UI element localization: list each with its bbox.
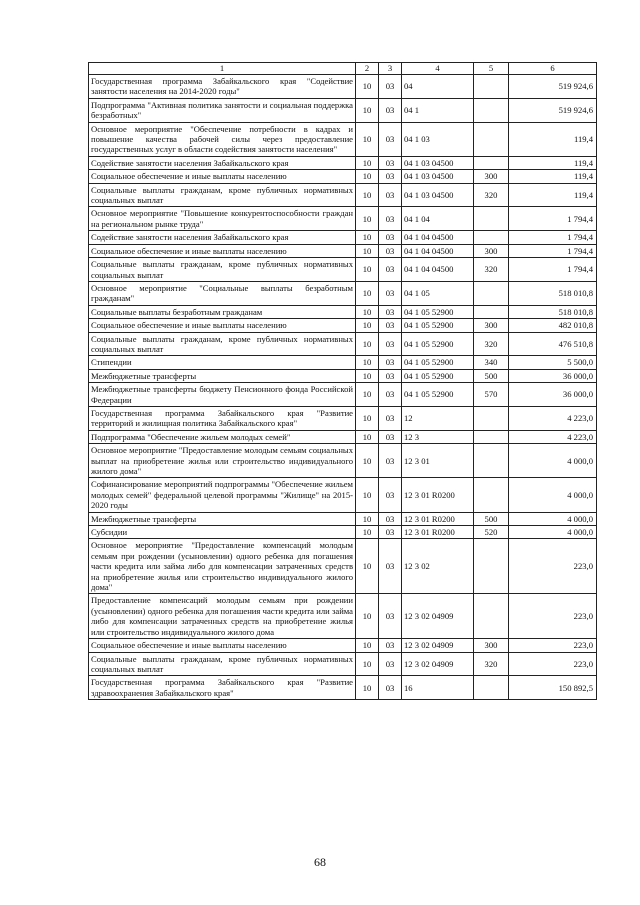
table-row <box>89 207 597 231</box>
pr-cell: 03 <box>379 305 402 318</box>
row-name-cell: Социальное обеспечение и иные выплаты населению <box>89 319 356 332</box>
csr-cell: 12 3 01 R0200 <box>402 478 474 512</box>
row-name-cell: Социальные выплаты гражданам, кроме публичных нормативных социальных выплат <box>89 332 356 356</box>
vr-cell: 500 <box>474 369 509 382</box>
amount-cell: 119,4 <box>509 183 597 207</box>
amount-cell: 519 924,6 <box>509 75 597 99</box>
csr-cell: 12 3 02 04909 <box>402 639 474 652</box>
vr-cell <box>474 281 509 305</box>
csr-cell: 04 1 03 04500 <box>402 170 474 183</box>
row-name-cell: Основное мероприятие "Обеспечение потребности в кадрах и повышение качества рабочей силы через предоставление государственных услуг в области содействия занятости населения" <box>89 122 356 156</box>
table-row <box>89 156 597 169</box>
row-name-cell: Содействие занятости населения Забайкальского края <box>89 156 356 169</box>
vr-cell: 340 <box>474 356 509 369</box>
pr-cell: 03 <box>379 281 402 305</box>
amount-cell: 518 010,8 <box>509 281 597 305</box>
table-row <box>89 244 597 257</box>
amount-cell: 518 010,8 <box>509 305 597 318</box>
vr-cell <box>474 676 509 700</box>
pr-cell: 03 <box>379 258 402 282</box>
row-name-cell: Основное мероприятие "Предоставление компенсаций молодым семьям при рождении (усыновлении) одного ребенка для погашения части кредита или займа либо для компенсации затраченных средств на приобретение жилья или строительство индивидуального жилого дома" <box>89 539 356 594</box>
vr-cell <box>474 122 509 156</box>
row-name-cell: Государственная программа Забайкальского края "Содействие занятости населения на 2014-2020 годы" <box>89 75 356 99</box>
row-name-cell: Межбюджетные трансферты бюджету Пенсионного фонда Российской Федерации <box>89 383 356 407</box>
csr-cell: 12 3 01 R0200 <box>402 526 474 539</box>
vr-cell <box>474 430 509 443</box>
rz-cell: 10 <box>356 652 379 676</box>
rz-cell: 10 <box>356 207 379 231</box>
pr-cell: 03 <box>379 231 402 244</box>
amount-cell: 5 500,0 <box>509 356 597 369</box>
csr-cell: 04 1 05 52900 <box>402 332 474 356</box>
table-row <box>89 332 597 356</box>
csr-cell: 12 <box>402 406 474 430</box>
vr-cell: 300 <box>474 170 509 183</box>
amount-cell: 4 000,0 <box>509 512 597 525</box>
pr-cell: 03 <box>379 652 402 676</box>
vr-cell: 320 <box>474 652 509 676</box>
csr-cell: 04 1 04 04500 <box>402 258 474 282</box>
vr-cell: 570 <box>474 383 509 407</box>
csr-cell: 04 1 04 <box>402 207 474 231</box>
row-name-cell: Предоставление компенсаций молодым семьям при рождении (усыновлении) одного ребенка для погашения части кредита или займа либо для компенсации затраченных средств на приобретение жилья или строительство индивидуального жилого дома <box>89 594 356 639</box>
amount-cell: 1 794,4 <box>509 244 597 257</box>
amount-cell: 119,4 <box>509 122 597 156</box>
csr-cell: 12 3 02 04909 <box>402 594 474 639</box>
rz-cell: 10 <box>356 305 379 318</box>
csr-cell: 04 1 05 52900 <box>402 356 474 369</box>
csr-cell: 04 1 03 04500 <box>402 156 474 169</box>
rz-cell: 10 <box>356 639 379 652</box>
table-row <box>89 122 597 156</box>
row-name-cell: Социальные выплаты гражданам, кроме публичных нормативных социальных выплат <box>89 652 356 676</box>
rz-cell: 10 <box>356 444 379 478</box>
amount-cell: 4 000,0 <box>509 526 597 539</box>
vr-cell <box>474 444 509 478</box>
pr-cell: 03 <box>379 319 402 332</box>
vr-cell <box>474 75 509 99</box>
header-cell: 6 <box>509 63 597 75</box>
pr-cell: 03 <box>379 594 402 639</box>
rz-cell: 10 <box>356 231 379 244</box>
csr-cell: 04 1 05 52900 <box>402 305 474 318</box>
amount-cell: 1 794,4 <box>509 207 597 231</box>
table-row <box>89 305 597 318</box>
amount-cell: 519 924,6 <box>509 98 597 122</box>
row-name-cell: Социальное обеспечение и иные выплаты населению <box>89 244 356 257</box>
pr-cell: 03 <box>379 539 402 594</box>
csr-cell: 12 3 02 04909 <box>402 652 474 676</box>
table-row <box>89 676 597 700</box>
row-name-cell: Межбюджетные трансферты <box>89 369 356 382</box>
pr-cell: 03 <box>379 356 402 369</box>
table-row <box>89 183 597 207</box>
csr-cell: 16 <box>402 676 474 700</box>
table-row <box>89 639 597 652</box>
rz-cell: 10 <box>356 319 379 332</box>
csr-cell: 04 1 03 <box>402 122 474 156</box>
row-name-cell: Основное мероприятие "Социальные выплаты безработным гражданам" <box>89 281 356 305</box>
row-name-cell: Межбюджетные трансферты <box>89 512 356 525</box>
amount-cell: 223,0 <box>509 594 597 639</box>
vr-cell: 520 <box>474 526 509 539</box>
table-row <box>89 444 597 478</box>
amount-cell: 223,0 <box>509 652 597 676</box>
table-row <box>89 478 597 512</box>
table-row <box>89 406 597 430</box>
table-row <box>89 356 597 369</box>
row-name-cell: Софинансирование мероприятий подпрограммы "Обеспечение жильем молодых семей" федеральной целевой программы "Жилище" на 2015-2020 годы <box>89 478 356 512</box>
table-row <box>89 319 597 332</box>
table-row <box>89 526 597 539</box>
row-name-cell: Подпрограмма "Обеспечение жильем молодых семей" <box>89 430 356 443</box>
csr-cell: 12 3 <box>402 430 474 443</box>
row-name-cell: Государственная программа Забайкальского края "Развитие территорий и жилищная политика Забайкальского края" <box>89 406 356 430</box>
pr-cell: 03 <box>379 444 402 478</box>
csr-cell: 04 <box>402 75 474 99</box>
pr-cell: 03 <box>379 512 402 525</box>
amount-cell: 4 223,0 <box>509 406 597 430</box>
budget-table <box>88 62 597 700</box>
row-name-cell: Социальное обеспечение и иные выплаты населению <box>89 639 356 652</box>
rz-cell: 10 <box>356 539 379 594</box>
rz-cell: 10 <box>356 526 379 539</box>
row-name-cell: Субсидии <box>89 526 356 539</box>
table-row <box>89 369 597 382</box>
vr-cell: 500 <box>474 512 509 525</box>
amount-cell: 150 892,5 <box>509 676 597 700</box>
csr-cell: 04 1 <box>402 98 474 122</box>
row-name-cell: Социальные выплаты гражданам, кроме публичных нормативных социальных выплат <box>89 183 356 207</box>
table-row <box>89 512 597 525</box>
table-row <box>89 430 597 443</box>
table-row <box>89 594 597 639</box>
header-cell: 4 <box>402 63 474 75</box>
amount-cell: 223,0 <box>509 639 597 652</box>
row-name-cell: Социальные выплаты безработным гражданам <box>89 305 356 318</box>
pr-cell: 03 <box>379 406 402 430</box>
amount-cell: 482 010,8 <box>509 319 597 332</box>
rz-cell: 10 <box>356 478 379 512</box>
row-name-cell: Содействие занятости населения Забайкальского края <box>89 231 356 244</box>
header-row <box>89 63 597 75</box>
amount-cell: 4 000,0 <box>509 444 597 478</box>
rz-cell: 10 <box>356 430 379 443</box>
rz-cell: 10 <box>356 406 379 430</box>
row-name-cell: Основное мероприятие "Предоставление молодым семьям социальных выплат на приобретение жилья или строительство индивидуального жилого дома" <box>89 444 356 478</box>
header-cell: 1 <box>89 63 356 75</box>
pr-cell: 03 <box>379 430 402 443</box>
row-name-cell: Социальные выплаты гражданам, кроме публичных нормативных социальных выплат <box>89 258 356 282</box>
csr-cell: 04 1 04 04500 <box>402 231 474 244</box>
amount-cell: 4 223,0 <box>509 430 597 443</box>
vr-cell <box>474 156 509 169</box>
table-row <box>89 281 597 305</box>
rz-cell: 10 <box>356 281 379 305</box>
table-row <box>89 98 597 122</box>
pr-cell: 03 <box>379 332 402 356</box>
budget-table-sheet <box>88 62 596 700</box>
table-row <box>89 75 597 99</box>
vr-cell: 300 <box>474 639 509 652</box>
rz-cell: 10 <box>356 75 379 99</box>
pr-cell: 03 <box>379 383 402 407</box>
row-name-cell: Основное мероприятие "Повышение конкурентоспособности граждан на региональном рынке труда" <box>89 207 356 231</box>
vr-cell: 300 <box>474 244 509 257</box>
csr-cell: 12 3 02 <box>402 539 474 594</box>
amount-cell: 36 000,0 <box>509 369 597 382</box>
table-row <box>89 170 597 183</box>
vr-cell <box>474 539 509 594</box>
rz-cell: 10 <box>356 156 379 169</box>
vr-cell <box>474 231 509 244</box>
csr-cell: 04 1 05 52900 <box>402 319 474 332</box>
page-number: 68 <box>314 855 326 869</box>
csr-cell: 12 3 01 <box>402 444 474 478</box>
amount-cell: 4 000,0 <box>509 478 597 512</box>
pr-cell: 03 <box>379 183 402 207</box>
pr-cell: 03 <box>379 98 402 122</box>
vr-cell <box>474 594 509 639</box>
pr-cell: 03 <box>379 75 402 99</box>
rz-cell: 10 <box>356 676 379 700</box>
vr-cell: 320 <box>474 332 509 356</box>
pr-cell: 03 <box>379 369 402 382</box>
rz-cell: 10 <box>356 183 379 207</box>
table-row <box>89 383 597 407</box>
amount-cell: 119,4 <box>509 156 597 169</box>
pr-cell: 03 <box>379 676 402 700</box>
vr-cell: 300 <box>474 319 509 332</box>
header-cell: 2 <box>356 63 379 75</box>
rz-cell: 10 <box>356 356 379 369</box>
rz-cell: 10 <box>356 332 379 356</box>
rz-cell: 10 <box>356 170 379 183</box>
rz-cell: 10 <box>356 258 379 282</box>
row-name-cell: Стипендии <box>89 356 356 369</box>
csr-cell: 04 1 03 04500 <box>402 183 474 207</box>
table-row <box>89 539 597 594</box>
table-row <box>89 652 597 676</box>
amount-cell: 36 000,0 <box>509 383 597 407</box>
amount-cell: 1 794,4 <box>509 231 597 244</box>
rz-cell: 10 <box>356 594 379 639</box>
pr-cell: 03 <box>379 207 402 231</box>
amount-cell: 223,0 <box>509 539 597 594</box>
vr-cell: 320 <box>474 183 509 207</box>
vr-cell <box>474 406 509 430</box>
pr-cell: 03 <box>379 526 402 539</box>
csr-cell: 04 1 05 52900 <box>402 369 474 382</box>
amount-cell: 119,4 <box>509 170 597 183</box>
vr-cell <box>474 305 509 318</box>
vr-cell <box>474 98 509 122</box>
table-body <box>89 75 597 700</box>
amount-cell: 1 794,4 <box>509 258 597 282</box>
pr-cell: 03 <box>379 170 402 183</box>
csr-cell: 04 1 05 52900 <box>402 383 474 407</box>
amount-cell: 476 510,8 <box>509 332 597 356</box>
table-row <box>89 231 597 244</box>
rz-cell: 10 <box>356 98 379 122</box>
row-name-cell: Социальное обеспечение и иные выплаты населению <box>89 170 356 183</box>
header-cell: 5 <box>474 63 509 75</box>
pr-cell: 03 <box>379 639 402 652</box>
table-row <box>89 258 597 282</box>
rz-cell: 10 <box>356 369 379 382</box>
rz-cell: 10 <box>356 244 379 257</box>
pr-cell: 03 <box>379 244 402 257</box>
csr-cell: 04 1 04 04500 <box>402 244 474 257</box>
pr-cell: 03 <box>379 156 402 169</box>
vr-cell <box>474 478 509 512</box>
pr-cell: 03 <box>379 122 402 156</box>
header-cell: 3 <box>379 63 402 75</box>
row-name-cell: Государственная программа Забайкальского края "Развитие здравоохранения Забайкальского края" <box>89 676 356 700</box>
rz-cell: 10 <box>356 383 379 407</box>
csr-cell: 04 1 05 <box>402 281 474 305</box>
rz-cell: 10 <box>356 122 379 156</box>
pr-cell: 03 <box>379 478 402 512</box>
vr-cell <box>474 207 509 231</box>
csr-cell: 12 3 01 R0200 <box>402 512 474 525</box>
row-name-cell: Подпрограмма "Активная политика занятости и социальная поддержка безработных" <box>89 98 356 122</box>
rz-cell: 10 <box>356 512 379 525</box>
vr-cell: 320 <box>474 258 509 282</box>
